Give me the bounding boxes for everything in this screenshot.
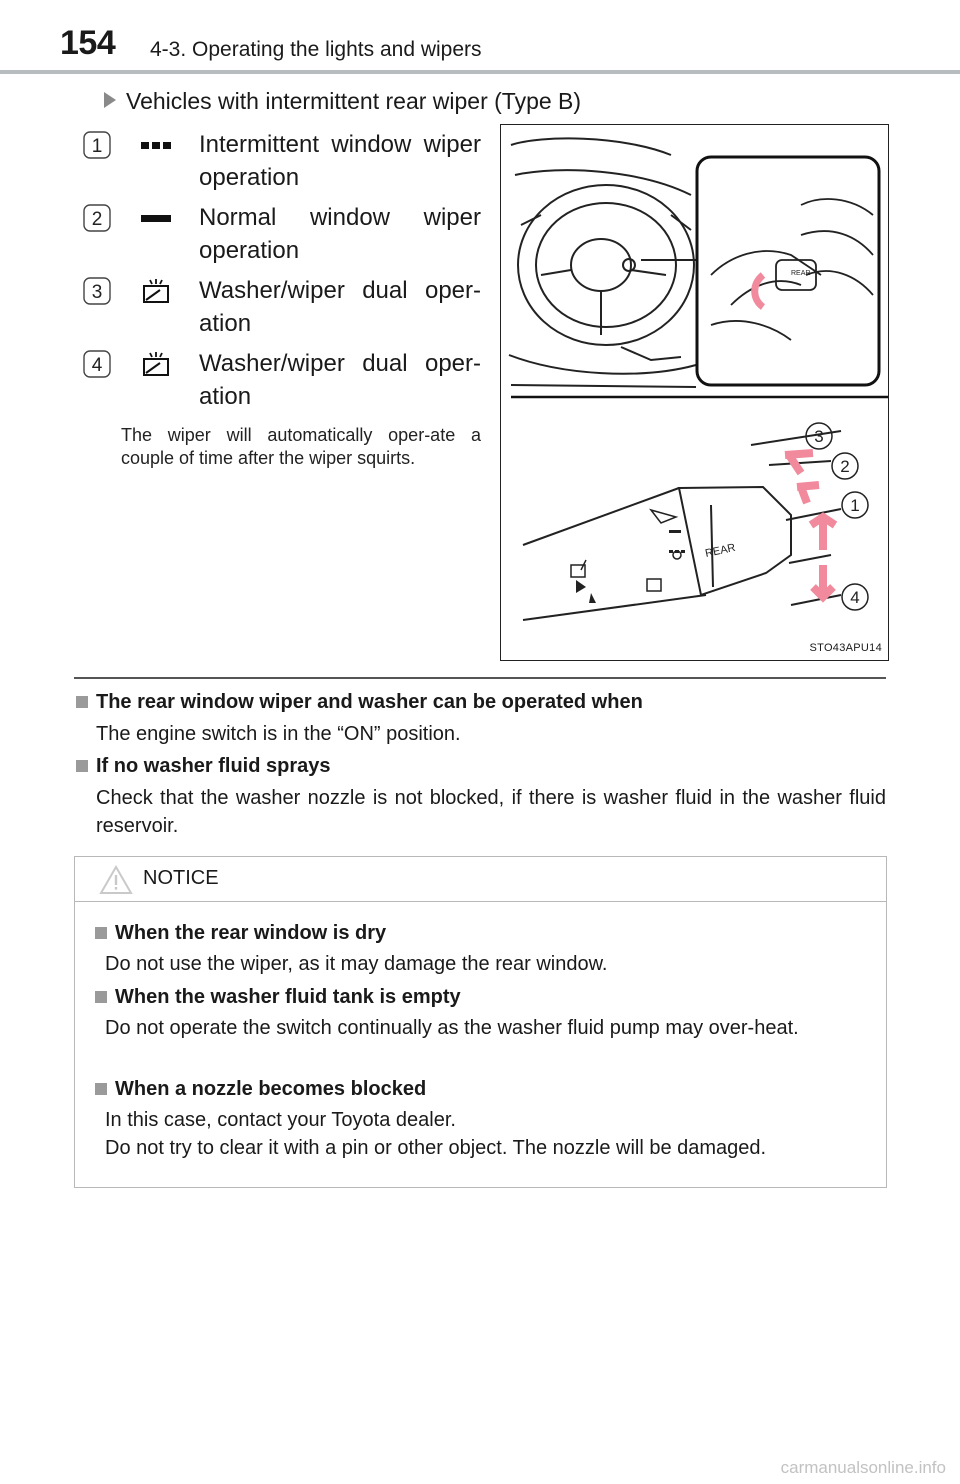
- header-rule: [0, 70, 960, 74]
- info-body: Check that the washer nozzle is not blocked, if there is washer fluid in the washer fluid reservoir.: [96, 787, 886, 837]
- subsection-title: [104, 88, 581, 115]
- notice-item-body: [95, 1106, 865, 1162]
- watermark: carmanualsonline.info: [780, 1458, 946, 1477]
- notice-item-body: [95, 950, 865, 978]
- item-4-note: The wiper will automatically oper-ate a couple of time after the wiper squirts.: [121, 425, 481, 468]
- notice-body-line: In this case, contact your Toyota dealer.: [105, 1109, 456, 1131]
- section-title: 4-3. Operating the lights and wipers: [150, 38, 482, 61]
- item-text: Washer/wiper dual oper-ation: [199, 277, 481, 337]
- notice-body-line: Do not try to clear it with a pin or other object. The nozzle will be damaged.: [105, 1137, 767, 1159]
- page-number: 154: [60, 24, 116, 62]
- notice-box: [74, 856, 887, 1188]
- notice-item-heading: [95, 1075, 865, 1103]
- callout-4: 4: [850, 588, 860, 607]
- position-2-arrow: [797, 485, 819, 503]
- notice-item: [95, 983, 865, 1042]
- intermittent-dashes-icon: [140, 132, 172, 158]
- info-heading-text: The rear window wiper and washer can be operated when: [96, 691, 643, 713]
- illustration-svg: [501, 125, 888, 660]
- callout-1: 1: [850, 496, 860, 515]
- square-bullet-icon: [76, 760, 88, 772]
- info-heading-text: If no washer fluid sprays: [96, 755, 331, 777]
- item-number: 2: [91, 209, 103, 230]
- number-2-icon: [83, 204, 111, 232]
- notice-item: [95, 919, 865, 978]
- inset-rear-label: REAR: [791, 270, 811, 277]
- item-text: Normal window wiper operation: [199, 204, 481, 264]
- item-number: 3: [91, 282, 103, 303]
- steering-wheel-drawing: [509, 138, 696, 387]
- item-text: Intermittent window wiper operation: [199, 131, 481, 191]
- callout-3: 3: [814, 427, 824, 446]
- notice-item-heading: [95, 919, 865, 947]
- notice-item-heading-text: When a nozzle becomes blocked: [115, 1078, 427, 1100]
- subsection-title-text: Vehicles with intermittent rear wiper (Type B): [126, 88, 582, 114]
- square-bullet-icon: [95, 991, 107, 1003]
- info-body: The engine switch is in the “ON” position.: [96, 723, 461, 745]
- number-1-icon: [83, 131, 111, 159]
- position-4-arrow: [813, 565, 833, 597]
- notice-body-line: Do not use the wiper, as it may damage the rear window.: [105, 953, 608, 975]
- warning-triangle-icon: [99, 865, 133, 895]
- info-block: [74, 688, 886, 748]
- page-header: [0, 0, 960, 78]
- number-3-icon: [83, 277, 111, 305]
- notice-item-heading: [95, 983, 865, 1011]
- square-bullet-icon: [95, 1083, 107, 1095]
- section-divider: [74, 677, 886, 679]
- notice-item-heading-text: When the washer fluid tank is empty: [115, 986, 461, 1008]
- position-1-arrow: [811, 517, 835, 550]
- square-bullet-icon: [95, 927, 107, 939]
- notice-item: [95, 1075, 865, 1162]
- triangle-bullet-icon: [104, 92, 116, 108]
- square-bullet-icon: [76, 696, 88, 708]
- notice-header: [75, 857, 886, 902]
- rear-washer-icon: [140, 351, 172, 377]
- notice-item-heading-text: When the rear window is dry: [115, 922, 387, 944]
- notice-body-line: Do not operate the switch continually as the washer fluid pump may over-heat.: [105, 1017, 799, 1039]
- item-number: 4: [91, 355, 103, 376]
- info-heading: [74, 752, 886, 780]
- item-text: Washer/wiper dual oper-ation: [199, 350, 481, 410]
- notice-item-body: [95, 1014, 865, 1042]
- solid-bar-icon: [140, 205, 172, 231]
- item-number: 1: [91, 136, 103, 157]
- wiper-lever-illustration: [500, 124, 889, 661]
- notice-label: NOTICE: [143, 867, 219, 889]
- callout-2: 2: [840, 457, 850, 476]
- lever-rear-label: REAR: [704, 541, 737, 560]
- lever-marks: [576, 530, 685, 603]
- number-4-icon: [83, 350, 111, 378]
- inset-frame: [697, 157, 879, 385]
- rear-washer-icon: [140, 278, 172, 304]
- info-block: [74, 752, 886, 840]
- figure-code: STO43APU14: [809, 642, 882, 654]
- info-heading: [74, 688, 886, 716]
